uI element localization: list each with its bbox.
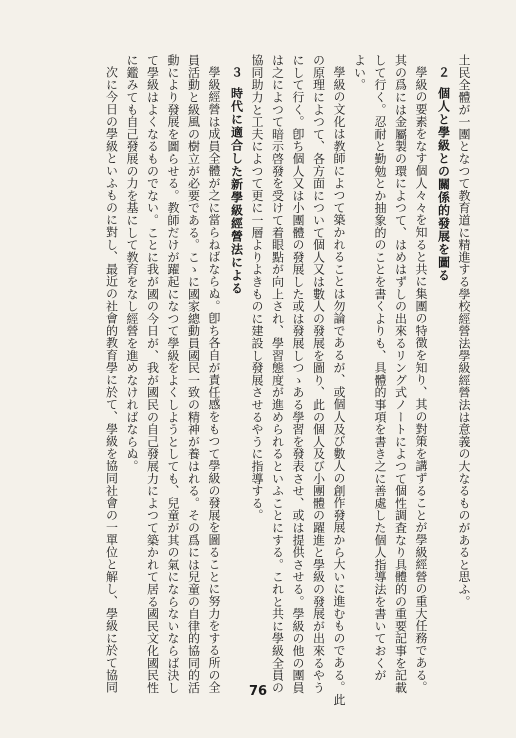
section-title: 個人と學級との關係的發展を圖る: [436, 87, 451, 282]
section-heading-3: [224, 54, 247, 654]
text-line: 協同助力と工夫によつて更に一層よりよきものに建設し發展させるやうに指導する。: [250, 54, 264, 522]
text-line: は之によつて暗示啓發を受けて着眼點が向上され、學習態度が進められるといふことにする。これと共に學級全員の: [270, 54, 285, 694]
text-line: よい。: [352, 54, 367, 91]
page-number: 76: [248, 684, 268, 699]
text-line: 次に今日の學級といふものに對し、最近の社會的教育學に於て、學級を協同社會の一單位と解し、學級に於て協同: [104, 66, 119, 694]
text-line: 學級の文化は教師によつて築かれることは勿論であるが、或個人及び數人の創作發展から大いに進むものである。此: [332, 66, 346, 706]
text-line: 學級の要素をなす個人々々を知ると共に集團の特徴を知り、其の對策を講ずることが學級經營の重大任務である。: [414, 66, 428, 694]
section-heading-2: [431, 54, 454, 654]
text-line: にして行く。卽ち個人又は小團體の發展した或は發展しつゝある學習を發表させ、或は提供させる。學級の他の團員: [291, 54, 305, 694]
text-line: 其の爲には金屬製の環によつて、はめはずしの出來るリング式ノートによつて個性調査なり具體的の重要記事を記載: [393, 54, 408, 694]
text-line: て學級はよくなるものでない。ことに我が國の今日が、我が國民の自己發展力によつて築かれて居る國民文化國民性: [145, 54, 160, 694]
text-line: 員活動と級風の樹立が必要である。こゝに國家總動員國民一致の精神が養はれる。その爲には兒童の自律的協同的活: [186, 54, 201, 694]
section-number: ３: [229, 66, 244, 79]
text-line: 動により發展を圖らせる。教師だけが躍起になつて學級をよくしようとしても、兒童が其の氣にならないならば決し: [166, 54, 180, 694]
text-line: 學級經營は成員全體が之に當らねばならぬ。卽ち各自が責任感をもつて學級の發展を圖ることに努力をする所の全: [207, 66, 221, 694]
text-line: に鑑みても自己發展の力を基にして教育をなし經營を進めなければならぬ。: [125, 54, 139, 473]
text-line: して行く。忍耐と勤勉とか抽象的のことを書くよりも、具體的事項を書き之に善處した個人指導法を書いておくが: [373, 54, 387, 682]
text-line: 土民全體が一團となつて教育道に精進する學校經營法學級經營法は意義の大なるものがあると思ふ。: [457, 54, 471, 608]
section-title: 時代に適合した新學級經營法による: [229, 87, 244, 295]
section-number: ２: [436, 66, 451, 79]
text-line: の原理によつて、各方面について個人又は數人の發展を圖り、此の個人及び小團體の躍進と學級の發展が出來るやう: [311, 54, 326, 694]
